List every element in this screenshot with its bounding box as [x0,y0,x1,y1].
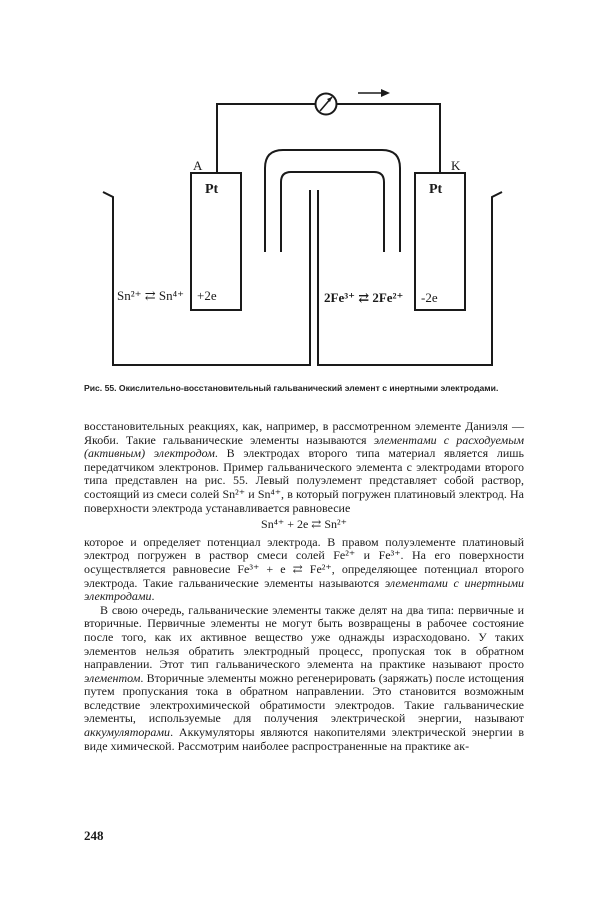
salt-bridge-outer [265,150,400,252]
equation: Sn⁴⁺ + 2e ⇄ Sn²⁺ [261,517,347,532]
body-text [84,420,524,753]
label-a: A [193,158,203,173]
paragraph-1: восстановительных реакциях, как, например, в рассмотренном элементе Даниэля — Якоби. Такие гальванические элементы называются элементами с расходуемым (активным) электродом. В электродах второго типа материал является лишь передатчиком электронов. Пример гальванического элемента с электродами второго типа представлен на рис. 55. Левый полуэлемент представляет собой раствор, состоящий из смеси солей Sn²⁺ и Sn⁴⁺, в который погружен платиновый электрод. На поверхности электрода устанавливается равновесие [84,419,525,515]
salt-bridge-inner [281,172,384,252]
current-arrow-icon [358,89,390,97]
left-electrode-label: Pt [205,182,219,197]
right-reaction: 2Fe³⁺ ⇄ 2Fe²⁺ [324,290,404,305]
left-electrons: +2e [197,288,217,303]
right-vessel [318,190,502,365]
left-reaction: Sn²⁺ ⇄ Sn⁴⁺ [117,288,185,303]
left-vessel [103,190,310,365]
right-electrode-label: Pt [429,182,443,197]
paragraph-3: В свою очередь, гальванические элементы также делят на два типа: первичные и вторичные. Первичные элементы не могут быть возвращены в рабочее состояние после того, как их активное вещество уже однажды израсходовано. У таких элементов нельзя обратить электродный процесс, пропуская ток в обратном направлении. Этот тип гальванического элемента на практике называют просто элементом. Вторичные элементы можно регенерировать (заряжать) после истощения путем пропускания тока в обратном направлении. Это становится возможным вследствие электрохимической обратимости электродов. Такие гальванические элементы, используемые для получения электрической энергии, называют аккумуляторами. Аккумуляторы являются накопителями электрической энергии в виде химической. Рассмотрим наиболее распространенные на практике ак- [84,602,524,753]
page-number: 248 [84,828,104,843]
galvanic-cell-figure [0,0,600,380]
label-k: K [451,158,461,173]
paragraph-2: которое и определяет потенциал электрода. В правом полуэлементе платиновый электрод погружен в раствор смеси солей Fe²⁺ и Fe³⁺. На его поверхности осуществляется равновесие Fe³⁺ + e ⇄ Fe²⁺, определяющее потенциал второго электрода. Такие гальванические элементы называются элементами с инертными электродами. [84,534,524,604]
right-electrons: -2e [421,290,438,305]
figure-caption: Рис. 55. Окислительно-восстановительный гальванический элемент с инертными электродами. [84,383,499,393]
